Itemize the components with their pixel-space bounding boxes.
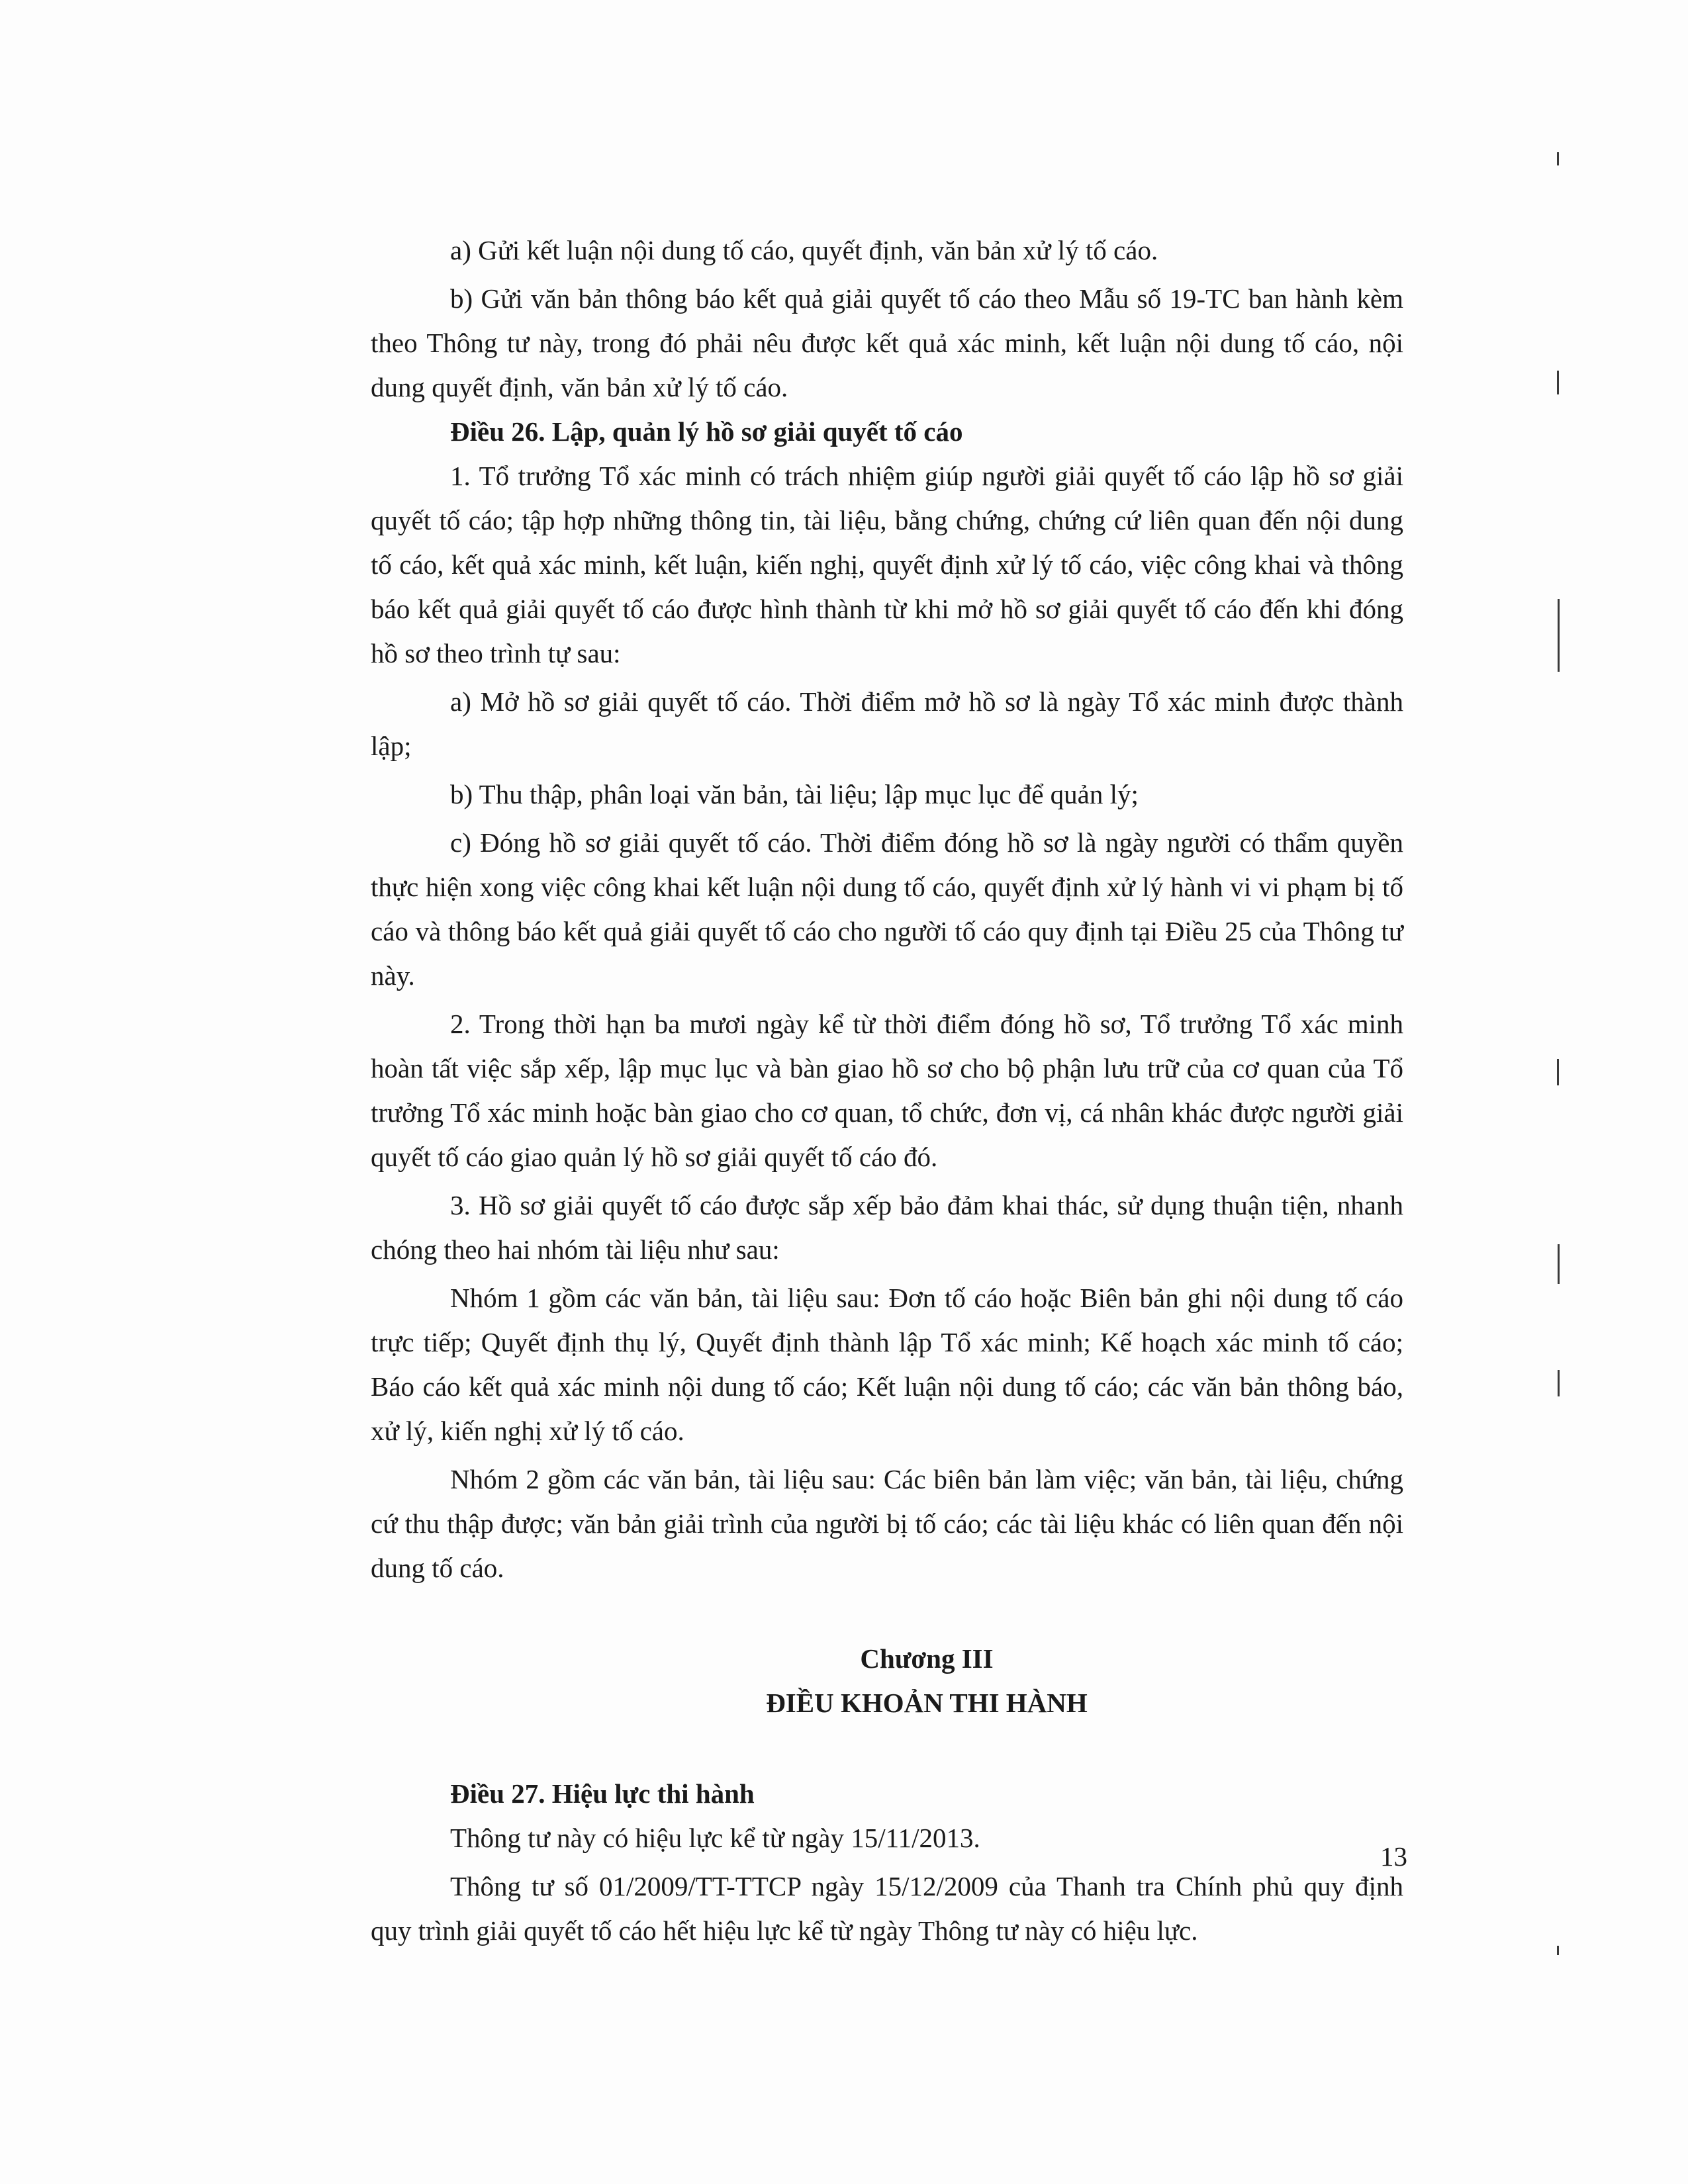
paragraph: 2. Trong thời hạn ba mươi ngày kể từ thời điểm đóng hồ sơ, Tổ trưởng Tổ xác minh hoàn tất việc sắp xếp, lập mục lục và bàn giao hồ sơ cho bộ phận lưu trữ của cơ quan của Tổ trưởng Tổ xác minh hoặc bàn giao cho cơ quan, tổ chức, đơn vị, cá nhân khác được người giải quyết tố cáo giao quản lý hồ sơ giải quyết tố cáo đó. [371, 1009, 1403, 1172]
paragraph: Nhóm 2 gồm các văn bản, tài liệu sau: Các biên bản làm việc; văn bản, tài liệu, chứng cứ thu thập được; văn bản giải trình của người bị tố cáo; các tài liệu khác có liên quan đến nội dung tố cáo. [371, 1464, 1403, 1583]
article-26-heading: Điều 26. Lập, quản lý hồ sơ giải quyết tố cáo [450, 416, 963, 447]
paragraph: Thông tư này có hiệu lực kể từ ngày 15/11/2013. [450, 1823, 980, 1853]
paragraph: b) Thu thập, phân loại văn bản, tài liệu; lập mục lục để quản lý; [450, 779, 1139, 809]
chapter-heading [371, 1637, 1403, 1725]
chapter-title: ĐIỀU KHOẢN THI HÀNH [766, 1688, 1088, 1718]
scan-edge-mark [1557, 371, 1559, 394]
scan-edge-mark [1557, 1946, 1559, 1955]
page-number: 13 [1380, 1841, 1407, 1872]
paragraph: 3. Hồ sơ giải quyết tố cáo được sắp xếp bảo đảm khai thác, sử dụng thuận tiện, nhanh chóng theo hai nhóm tài liệu như sau: [371, 1190, 1403, 1265]
paragraph: 1. Tổ trưởng Tổ xác minh có trách nhiệm giúp người giải quyết tố cáo lập hồ sơ giải quyết tố cáo; tập hợp những thông tin, tài liệu, bằng chứng, chứng cứ liên quan đến nội dung tố cáo, kết quả xác minh, kết luận, kiến nghị, quyết định xử lý tố cáo, việc công khai và thông báo kết quả giải quyết tố cáo được hình thành từ khi mở hồ sơ giải quyết tố cáo đến khi đóng hồ sơ theo trình tự sau: [371, 461, 1403, 668]
scan-edge-mark [1558, 599, 1560, 672]
paragraph: Nhóm 1 gồm các văn bản, tài liệu sau: Đơn tố cáo hoặc Biên bản ghi nội dung tố cáo trực tiếp; Quyết định thụ lý, Quyết định thành lập Tổ xác minh; Kế hoạch xác minh tố cáo; Báo cáo kết quả xác minh nội dung tố cáo; Kết luận nội dung tố cáo; các văn bản thông báo, xử lý, kiến nghị xử lý tố cáo. [371, 1283, 1403, 1446]
scan-edge-mark [1557, 1059, 1559, 1085]
paragraph: a) Mở hồ sơ giải quyết tố cáo. Thời điểm mở hồ sơ là ngày Tổ xác minh được thành lập; [371, 686, 1403, 761]
scan-edge-mark [1558, 1244, 1560, 1284]
paragraph: b) Gửi văn bản thông báo kết quả giải quyết tố cáo theo Mẫu số 19-TC ban hành kèm theo Thông tư này, trong đó phải nêu được kết quả xác minh, kết luận nội dung tố cáo, nội dung quyết định, văn bản xử lý tố cáo. [371, 283, 1403, 402]
paragraph: a) Gửi kết luận nội dung tố cáo, quyết định, văn bản xử lý tố cáo. [450, 235, 1158, 265]
scan-edge-mark [1557, 152, 1559, 165]
paragraph: c) Đóng hồ sơ giải quyết tố cáo. Thời điểm đóng hồ sơ là ngày người có thẩm quyền thực hiện xong việc công khai kết luận nội dung tố cáo, quyết định xử lý hành vi vi phạm bị tố cáo và thông báo kết quả giải quyết tố cáo cho người tố cáo quy định tại Điều 25 của Thông tư này. [371, 827, 1403, 991]
chapter-number: Chương III [860, 1643, 994, 1674]
document-body [371, 228, 1403, 1953]
paragraph: Thông tư số 01/2009/TT-TTCP ngày 15/12/2009 của Thanh tra Chính phủ quy định quy trình giải quyết tố cáo hết hiệu lực kể từ ngày Thông tư này có hiệu lực. [371, 1871, 1403, 1946]
scan-edge-mark [1558, 1370, 1560, 1396]
article-27-heading: Điều 27. Hiệu lực thi hành [450, 1778, 755, 1809]
